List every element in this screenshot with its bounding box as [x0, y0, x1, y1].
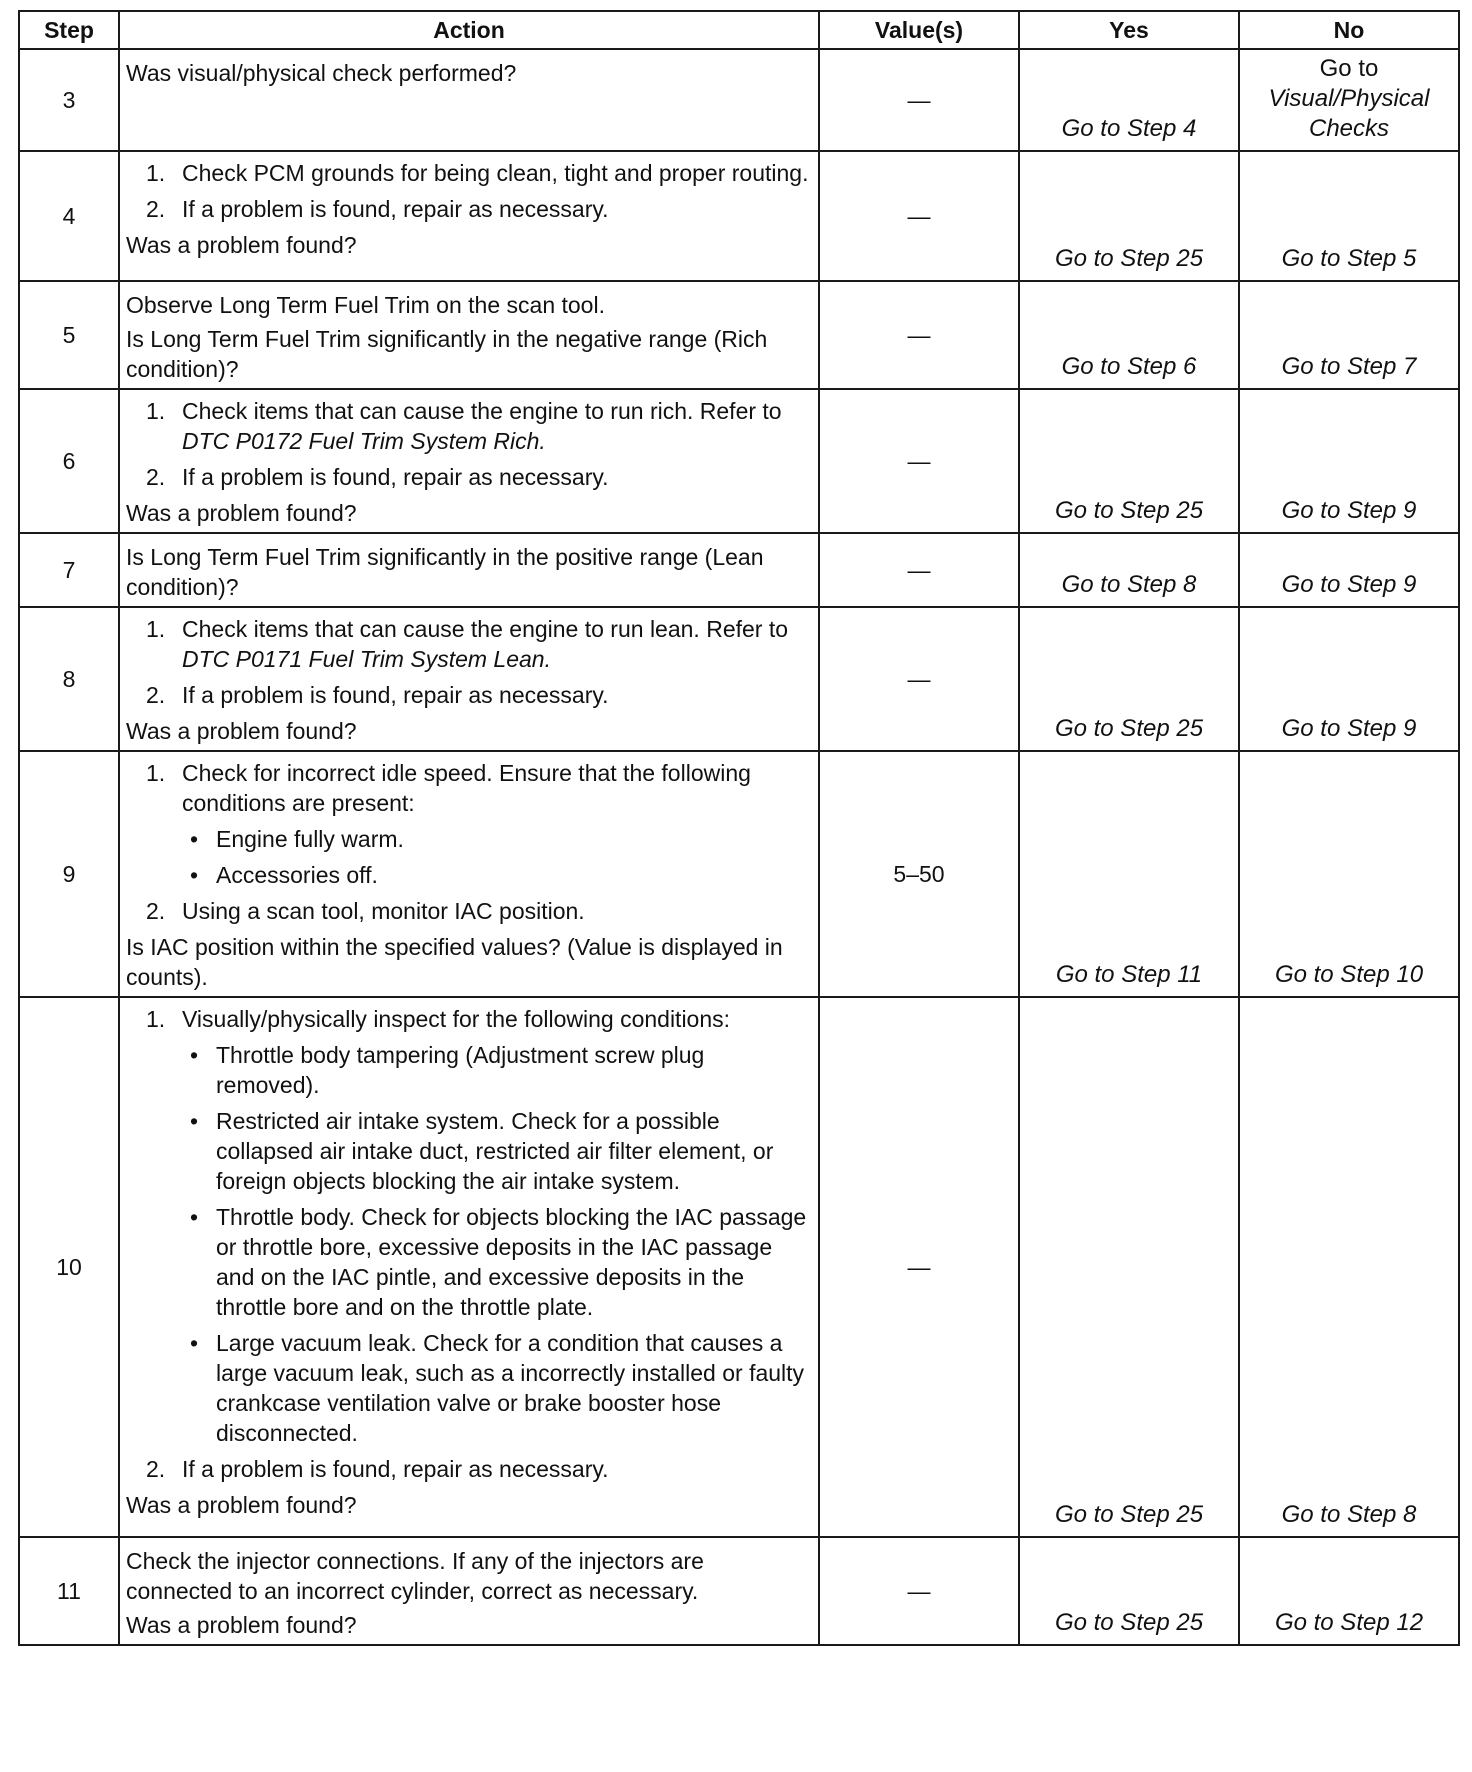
- table-row: [19, 751, 1459, 997]
- item-text: If a problem is found, repair as necessary.: [182, 1456, 609, 1482]
- bullet-text: Throttle body. Check for objects blocking the IAC passage or throttle bore, excessive deposits in the IAC passage and on the IAC pintle, and excessive deposits in the throttle bore and on the throttle plate.: [216, 1204, 807, 1320]
- action-cell: [119, 281, 819, 389]
- yes-cell: Go to Step 25: [1019, 1537, 1239, 1645]
- action-text: Was a problem found?: [126, 1492, 357, 1518]
- numbered-item: [146, 758, 810, 818]
- item-number: 2.: [146, 464, 166, 490]
- action-text: Check the injector connections. If any of the injectors are connected to an incorrect cylinder, correct as necessary.: [126, 1548, 704, 1604]
- table-row: [19, 389, 1459, 533]
- table-row: [19, 151, 1459, 281]
- value-cell: —: [819, 281, 1019, 389]
- value-cell: —: [819, 49, 1019, 151]
- no-cell: Go to Step 8: [1239, 997, 1459, 1537]
- yes-cell: Go to Step 25: [1019, 389, 1239, 533]
- item-text: If a problem is found, repair as necessary.: [182, 196, 609, 222]
- bullet-text: Throttle body tampering (Adjustment screw plug removed).: [216, 1042, 705, 1098]
- bullet-item: [190, 1040, 810, 1100]
- yes-cell: Go to Step 6: [1019, 281, 1239, 389]
- item-text: Visually/physically inspect for the following conditions:: [182, 1006, 731, 1032]
- action-cell: [119, 389, 819, 533]
- action-text: Was a problem found?: [126, 1612, 357, 1638]
- item-text-wrap: [182, 194, 810, 224]
- bullet-dot-icon: •: [190, 826, 199, 852]
- no-cell: Go to Step 9: [1239, 389, 1459, 533]
- bullet-item: [190, 1202, 810, 1322]
- bullet-text: Engine fully warm.: [216, 826, 404, 852]
- numbered-item: [146, 680, 810, 710]
- bullet-text: Restricted air intake system. Check for a possible collapsed air intake duct, restricted air filter element, or foreign objects blocking the air intake system.: [216, 1108, 774, 1194]
- action-cell: [119, 607, 819, 751]
- item-text-wrap: [182, 462, 810, 492]
- item-text: Check for incorrect idle speed. Ensure that the following conditions are present:: [182, 760, 751, 816]
- item-number: 1.: [146, 760, 166, 786]
- no-cell: [1239, 49, 1459, 151]
- action-text: Was visual/physical check performed?: [126, 60, 517, 86]
- yes-cell: Go to Step 25: [1019, 997, 1239, 1537]
- yes-cell: Go to Step 8: [1019, 533, 1239, 607]
- bullet-item: [190, 860, 810, 890]
- item-text: Check items that can cause the engine to run lean. Refer to: [182, 616, 789, 642]
- dtc-reference: DTC P0171 Fuel Trim System Lean.: [182, 646, 551, 672]
- value-cell: —: [819, 997, 1019, 1537]
- item-number: 1.: [146, 616, 166, 642]
- numbered-item: [146, 614, 810, 674]
- bullet-dot-icon: •: [190, 1042, 199, 1068]
- table-row: [19, 607, 1459, 751]
- action-text: Was a problem found?: [126, 718, 357, 744]
- step-cell: 9: [19, 751, 119, 997]
- no-cell: Go to Step 5: [1239, 151, 1459, 281]
- bullet-item: [190, 1328, 810, 1448]
- step-cell: 3: [19, 49, 119, 151]
- action-cell: [119, 533, 819, 607]
- header-action: Action: [119, 11, 819, 49]
- dtc-reference: DTC P0172 Fuel Trim System Rich.: [182, 428, 546, 454]
- value-cell: —: [819, 389, 1019, 533]
- numbered-item: [146, 396, 810, 456]
- action-text: Was a problem found?: [126, 500, 357, 526]
- bullet-item: [190, 1106, 810, 1196]
- table-row: [19, 997, 1459, 1537]
- header-row: [19, 11, 1459, 49]
- action-text: Observe Long Term Fuel Trim on the scan tool.: [126, 292, 605, 318]
- no-cell: Go to Step 12: [1239, 1537, 1459, 1645]
- header-no: No: [1239, 11, 1459, 49]
- item-number: 1.: [146, 398, 166, 424]
- value-cell: —: [819, 1537, 1019, 1645]
- item-number: 2.: [146, 682, 166, 708]
- yes-cell: Go to Step 25: [1019, 607, 1239, 751]
- numbered-item: [146, 158, 810, 188]
- numbered-item: [146, 1004, 810, 1034]
- yes-cell: Go to Step 4: [1019, 49, 1239, 151]
- bullet-text: Large vacuum leak. Check for a condition that causes a large vacuum leak, such as a incorrectly installed or faulty crankcase ventilation valve or brake booster hose disconnected.: [216, 1330, 805, 1446]
- item-text-wrap: [182, 158, 810, 188]
- yes-cell: Go to Step 11: [1019, 751, 1239, 997]
- numbered-item: [146, 1454, 810, 1484]
- header-yes: Yes: [1019, 11, 1239, 49]
- item-text-wrap: [182, 614, 810, 674]
- no-cell: Go to Step 9: [1239, 607, 1459, 751]
- step-cell: 4: [19, 151, 119, 281]
- action-cell: [119, 49, 819, 151]
- item-number: 2.: [146, 196, 166, 222]
- action-cell: [119, 751, 819, 997]
- item-text: If a problem is found, repair as necessary.: [182, 682, 609, 708]
- step-cell: 6: [19, 389, 119, 533]
- bullet-dot-icon: •: [190, 862, 199, 888]
- action-text: Is Long Term Fuel Trim significantly in the positive range (Lean condition)?: [126, 544, 764, 600]
- item-text: Using a scan tool, monitor IAC position.: [182, 898, 585, 924]
- item-text-wrap: [182, 758, 810, 818]
- table-row: [19, 1537, 1459, 1645]
- diagnostic-table: [18, 10, 1460, 1646]
- bullet-dot-icon: •: [190, 1108, 199, 1134]
- table-row: [19, 281, 1459, 389]
- bullet-dot-icon: •: [190, 1330, 199, 1356]
- no-cell: Go to Step 9: [1239, 533, 1459, 607]
- bullet-text: Accessories off.: [216, 862, 378, 888]
- header-values: Value(s): [819, 11, 1019, 49]
- action-text: Is Long Term Fuel Trim significantly in the negative range (Rich condition)?: [126, 326, 768, 382]
- table-row: [19, 49, 1459, 151]
- no-cell-link-text: Visual/Physical Checks: [1268, 85, 1430, 142]
- action-text: Was a problem found?: [126, 232, 357, 258]
- yes-cell: Go to Step 25: [1019, 151, 1239, 281]
- item-number: 2.: [146, 1456, 166, 1482]
- item-number: 1.: [146, 160, 166, 186]
- item-text-wrap: [182, 896, 810, 926]
- numbered-item: [146, 194, 810, 224]
- action-cell: [119, 1537, 819, 1645]
- table-row: [19, 533, 1459, 607]
- item-text: If a problem is found, repair as necessary.: [182, 464, 609, 490]
- item-number: 1.: [146, 1006, 166, 1032]
- numbered-item: [146, 462, 810, 492]
- action-text: Is IAC position within the specified values? (Value is displayed in counts).: [126, 934, 783, 990]
- item-text-wrap: [182, 1004, 810, 1034]
- step-cell: 10: [19, 997, 119, 1537]
- no-cell-prefix: Go to: [1319, 55, 1379, 82]
- value-cell: 5–50: [819, 751, 1019, 997]
- action-cell: [119, 997, 819, 1537]
- bullet-item: [190, 824, 810, 854]
- numbered-item: [146, 896, 810, 926]
- action-cell: [119, 151, 819, 281]
- bullet-dot-icon: •: [190, 1204, 199, 1230]
- no-cell: Go to Step 7: [1239, 281, 1459, 389]
- item-number: 2.: [146, 898, 166, 924]
- step-cell: 8: [19, 607, 119, 751]
- header-step: Step: [19, 11, 119, 49]
- value-cell: —: [819, 151, 1019, 281]
- value-cell: —: [819, 533, 1019, 607]
- item-text-wrap: [182, 396, 810, 456]
- item-text: Check PCM grounds for being clean, tight and proper routing.: [182, 160, 809, 186]
- diagnostic-table-sheet: [18, 10, 1458, 1646]
- step-cell: 5: [19, 281, 119, 389]
- item-text-wrap: [182, 680, 810, 710]
- step-cell: 11: [19, 1537, 119, 1645]
- value-cell: —: [819, 607, 1019, 751]
- item-text-wrap: [182, 1454, 810, 1484]
- item-text: Check items that can cause the engine to run rich. Refer to: [182, 398, 782, 424]
- step-cell: 7: [19, 533, 119, 607]
- no-cell: Go to Step 10: [1239, 751, 1459, 997]
